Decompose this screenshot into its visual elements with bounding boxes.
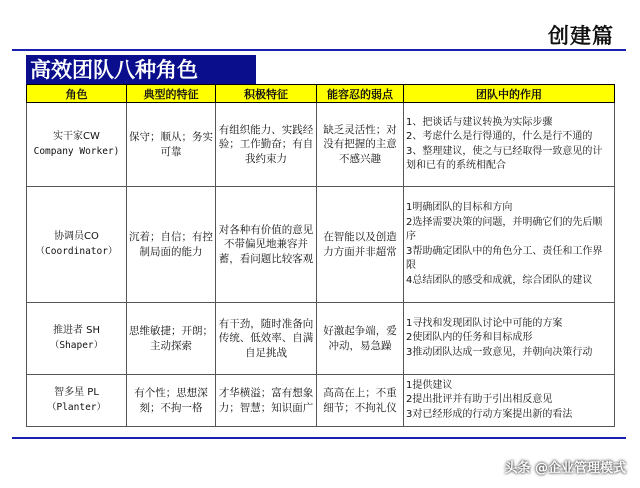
top-divider — [12, 49, 626, 51]
table-row — [27, 303, 615, 375]
weakness-cell: 在智能以及创造力方面并非超常 — [317, 187, 404, 303]
traits-cell: 有个性；思想深刻；不拘一格 — [127, 375, 216, 427]
traits-cell: 保守；顺从；务实可靠 — [127, 103, 216, 187]
function-item: 1明确团队的目标和方向 — [406, 202, 513, 213]
header-positive: 积极特征 — [216, 85, 317, 103]
positive-cell: 才华横溢；富有想象力；智慧；知识面广 — [216, 375, 317, 427]
role-en: （Coordinator） — [35, 245, 118, 257]
positive-cell: 对各种有价值的意见不带偏见地兼容并蓄，看问题比较客观 — [216, 187, 317, 303]
positive-cell: 有干劲，随时准备向传统、低效率、自满自足挑战 — [216, 303, 317, 375]
table-row — [27, 375, 615, 427]
table-header-row — [27, 85, 615, 103]
function-item: 1寻找和发现团队讨论中可能的方案 — [406, 317, 563, 329]
function-cell — [404, 375, 615, 427]
function-item: 1提供建议 — [406, 379, 453, 391]
function-item: 2选择需要决策的问题，并明确它们的先后顺序 — [406, 216, 603, 242]
function-item: 4总结团队的感受和成就，综合团队的建议 — [406, 274, 593, 286]
bottom-divider — [12, 437, 626, 439]
role-cn: 协调员CO — [54, 231, 99, 242]
traits-cell: 沉着；自信；有控制局面的能力 — [127, 187, 216, 303]
watermark: 头条 @企业管理模式 — [504, 461, 626, 476]
role-cell — [27, 375, 127, 427]
function-item: 3对已经形成的行动方案提出新的看法 — [406, 408, 573, 420]
function-item: 2提出批评并有助于引出相反意见 — [406, 394, 553, 406]
table-row — [27, 103, 615, 187]
function-item: 3帮助确定团队中的角色分工、责任和工作界限 — [406, 245, 603, 271]
weakness-cell: 高高在上；不重细节；不拘礼仪 — [317, 375, 404, 427]
function-cell — [404, 303, 615, 375]
function-item: 3推动团队达成一致意见，并朝向决策行动 — [406, 346, 593, 358]
traits-cell: 思维敏捷；开朗；主动探索 — [127, 303, 216, 375]
role-cn: 推进者 SH — [52, 325, 101, 336]
role-cn: 智多星 PL — [54, 387, 99, 398]
header-function: 团队中的作用 — [404, 85, 615, 103]
roles-table — [26, 84, 615, 427]
positive-cell: 有组织能力、实践经验；工作勤奋；有自我约束力 — [216, 103, 317, 187]
role-cell — [27, 103, 127, 187]
function-item: 3、整理建议，使之与已经取得一致意见的计划和已有的系统相配合 — [406, 145, 603, 171]
role-cell — [27, 187, 127, 303]
weakness-cell: 缺乏灵活性；对没有把握的主意不感兴趣 — [317, 103, 404, 187]
role-en: （Shaper） — [49, 339, 104, 351]
role-cell — [27, 303, 127, 375]
section-title: 创建篇 — [548, 24, 614, 48]
function-cell — [404, 187, 615, 303]
function-item: 2、考虑什么是行得通的，什么是行不通的 — [406, 131, 593, 142]
role-en: Company Worker) — [33, 145, 120, 157]
function-item: 1、把谈话与建议转换为实际步骤 — [406, 116, 553, 128]
function-cell — [404, 103, 615, 187]
page-title: 高效团队八种角色 — [26, 55, 256, 86]
function-item: 2使团队内的任务和目标成形 — [406, 332, 533, 344]
weakness-cell: 好激起争端，爱冲动，易急躁 — [317, 303, 404, 375]
table-row — [27, 187, 615, 303]
header-role: 角色 — [27, 85, 127, 103]
role-en: （Planter） — [46, 401, 107, 413]
header-traits: 典型的特征 — [127, 85, 216, 103]
role-cn: 实干家CW — [53, 131, 100, 142]
header-weakness: 能容忍的弱点 — [317, 85, 404, 103]
